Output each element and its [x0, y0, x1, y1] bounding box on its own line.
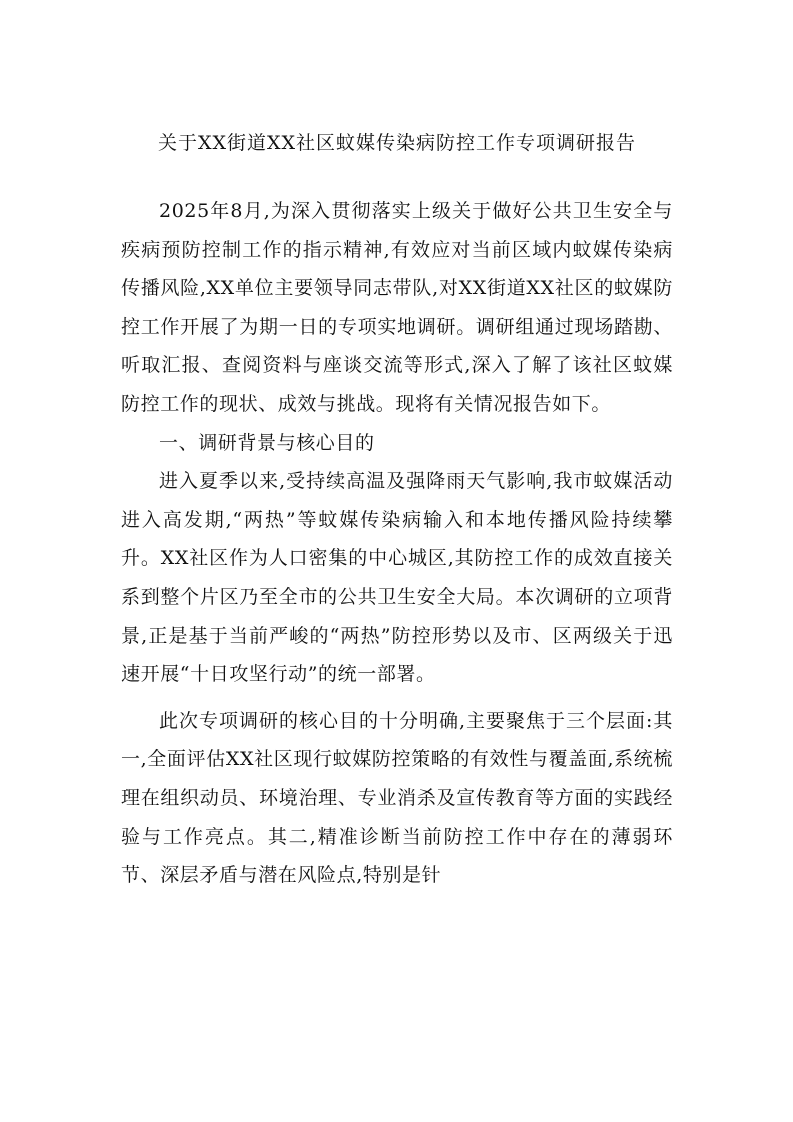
- section1-paragraph-2: 此次专项调研的核心目的十分明确,主要聚焦于三个层面:其一,全面评估XX社区现行蚊媒防控策略的有效性与覆盖面,系统梳理在组织动员、环境治理、专业消杀及宣传教育等方面的实践经验与工作亮点。其二,精准诊断当前防控工作中存在的薄弱环节、深层矛盾与潜在风险点,特别是针: [121, 709, 673, 887]
- document-body: [121, 123, 673, 895]
- section-heading-1: 一、调研背景与核心目的: [159, 431, 375, 454]
- document-title: 关于XX街道XX社区蚊媒传染病防控工作专项调研报告: [157, 132, 637, 154]
- section1-paragraph-1: 进入夏季以来,受持续高温及强降雨天气影响,我市蚊媒活动进入高发期,“两热”等蚊媒传染病输入和本地传播风险持续攀升。XX社区作为人口密集的中心城区,其防控工作的成效直接关系到整个片区乃至全市的公共卫生安全大局。本次调研的立项背景,正是基于当前严峻的“两热”防控形势以及市、区两级关于迅速开展“十日攻坚行动”的统一部署。: [121, 470, 673, 686]
- intro-paragraph: 2025年8月,为深入贯彻落实上级关于做好公共卫生安全与疾病预防控制工作的指示精神,有效应对当前区域内蚊媒传染病传播风险,XX单位主要领导同志带队,对XX街道XX社区的蚊媒防控工作开展了为期一日的专项实地调研。调研组通过现场踏勘、听取汇报、查阅资料与座谈交流等形式,深入了解了该社区蚊媒防控工作的现状、成效与挑战。现将有关情况报告如下。: [121, 200, 673, 415]
